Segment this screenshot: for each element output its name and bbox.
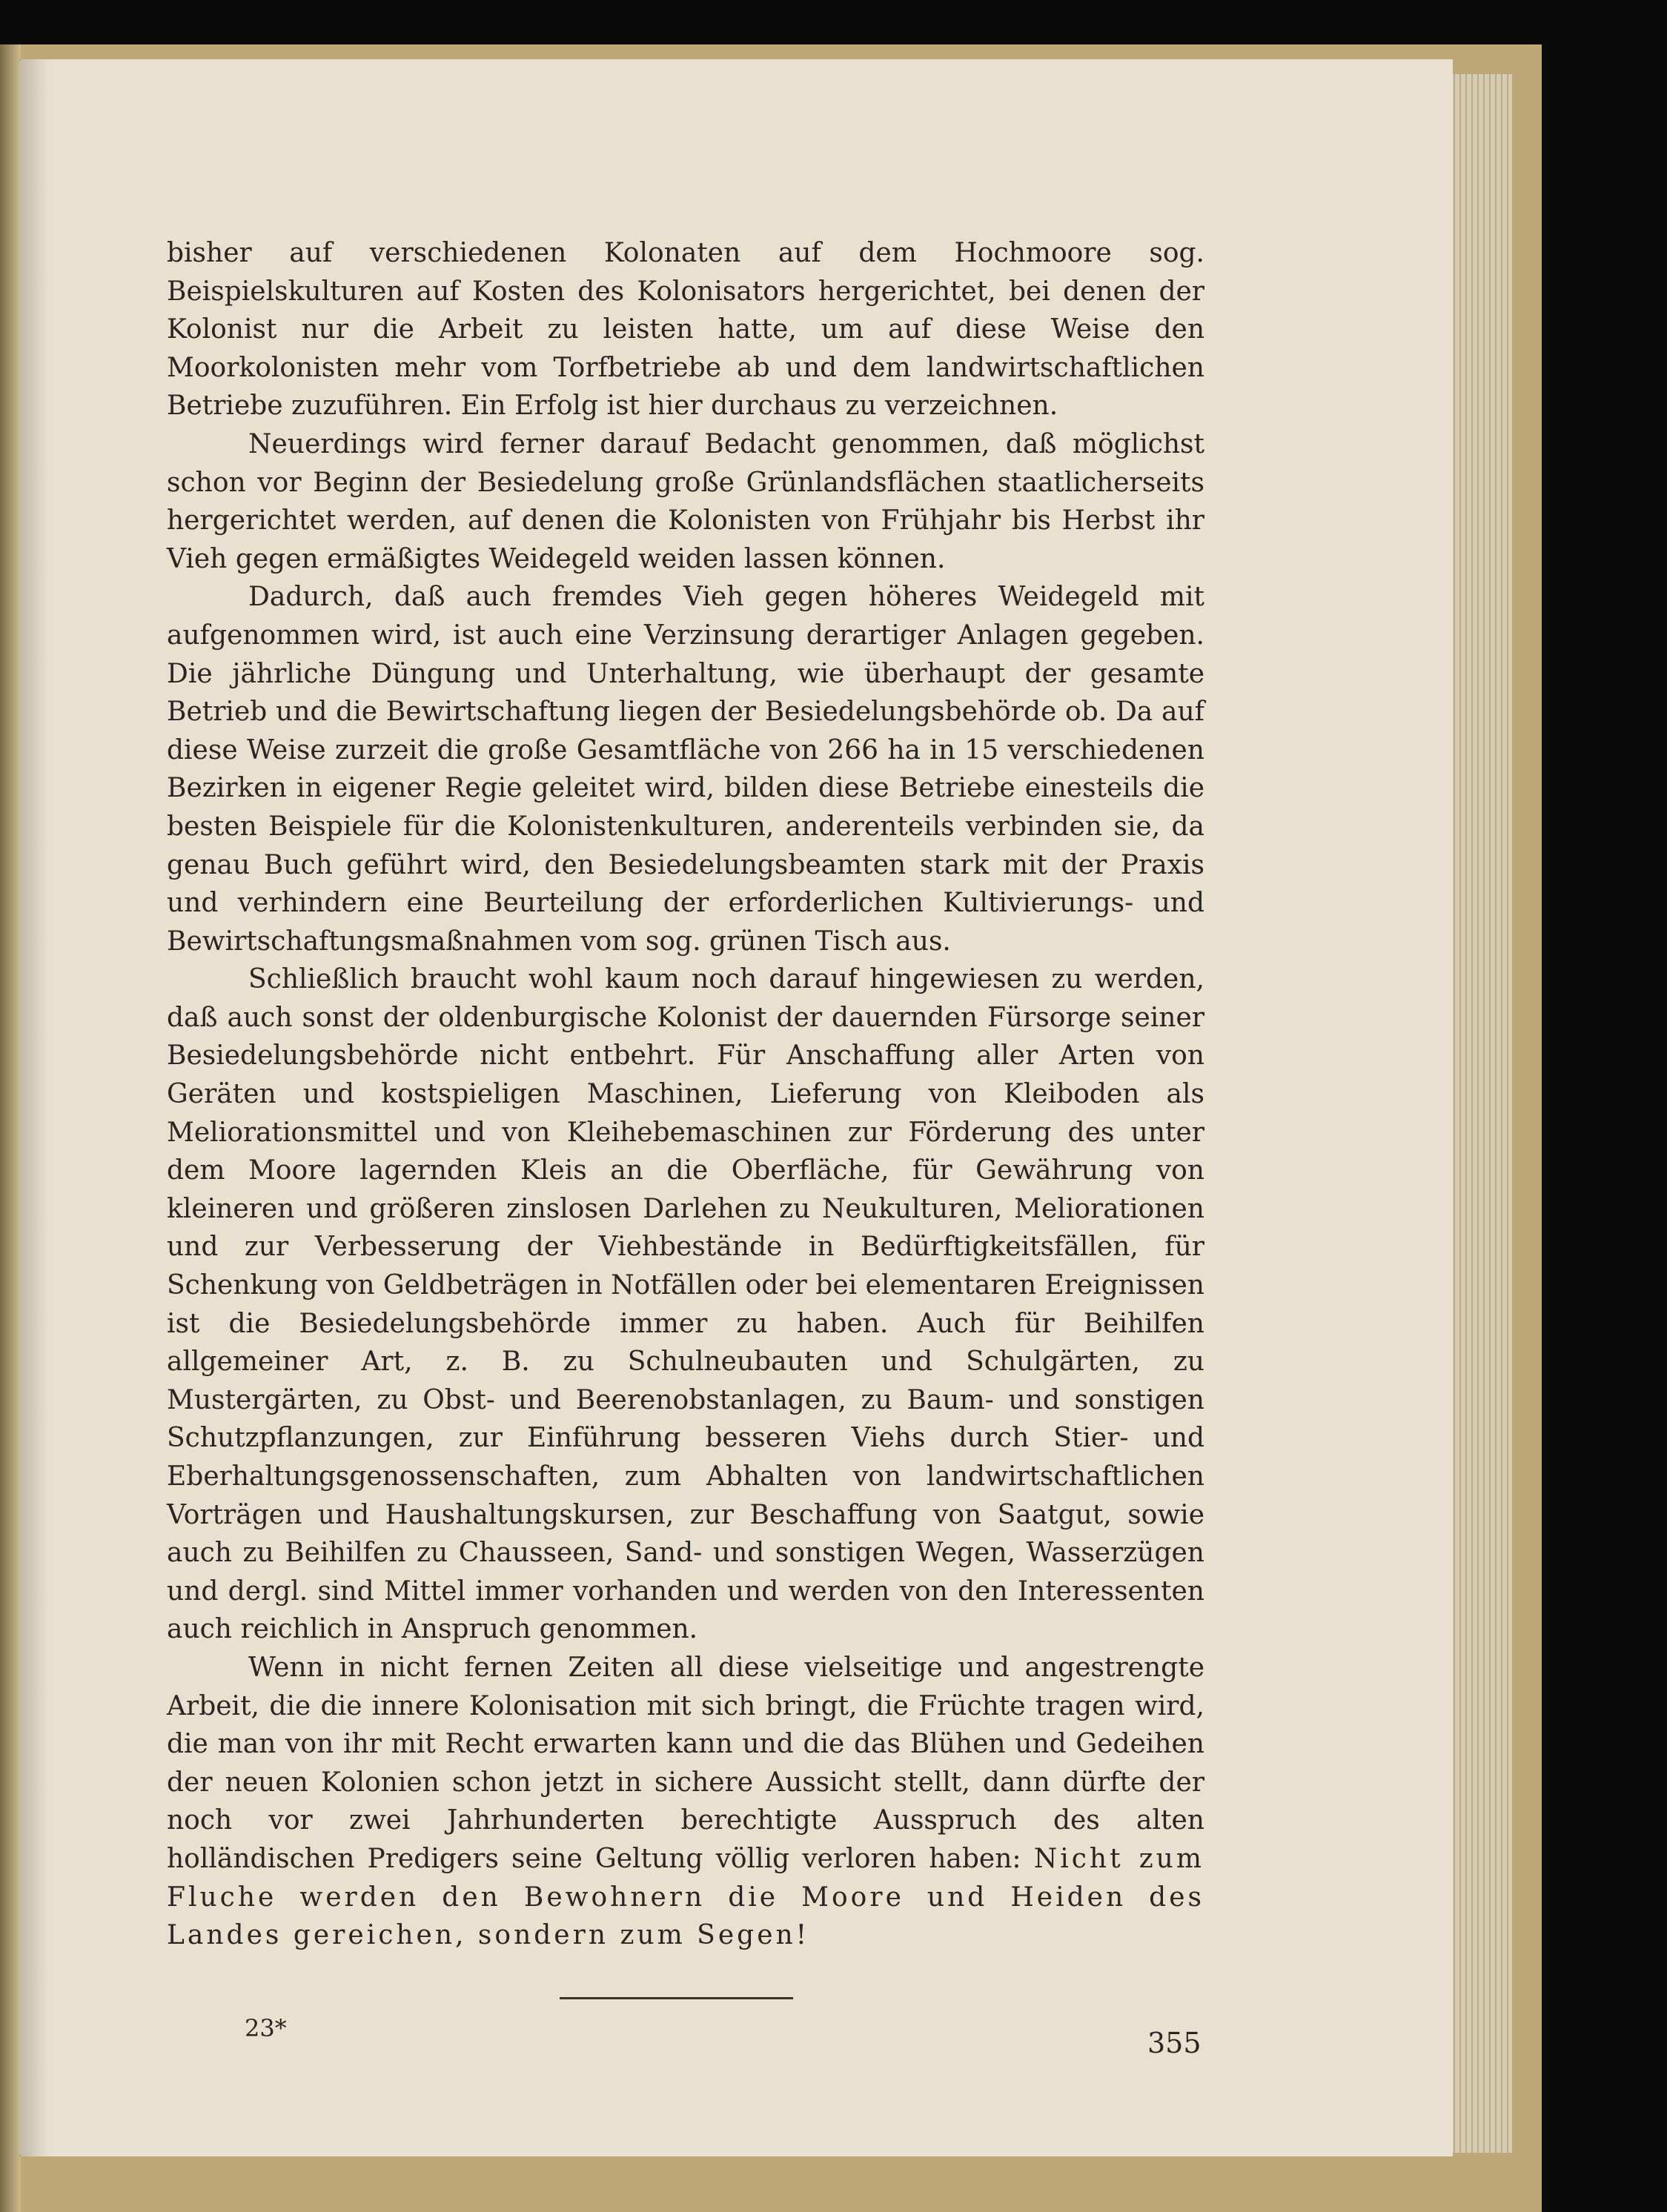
paragraph-5-text: Wenn in nicht fernen Zeiten all diese vielseitige und angestrengte Arbeit, die die innere Kolonisation mit sich bringt, die Früchte tragen wird, die man von ihr mit Recht erwarten kann und die das Blühen und Gedeihen der neuen Kolonien schon jetzt in sichere Aussicht stellt, dann dürfte der noch vor zwei Jahrhunderten berechtigte Ausspruch des alten holländischen Predigers seine Geltung völlig verloren haben:	[167, 1652, 1204, 1874]
page-number: 355	[1147, 2027, 1202, 2059]
spine-shadow	[19, 59, 49, 2156]
signature-mark: 23*	[245, 2014, 287, 2042]
book-left-edge	[0, 44, 21, 2212]
paragraph-3: Dadurch, daß auch fremdes Vieh gegen höheres Weidegeld mit aufgenommen wird, ist auch eine Verzinsung derartiger Anlagen gegeben. Die jährliche Düngung und Unterhaltung, wie überhaupt der gesamte Betrieb und die Bewirtschaftung liegen der Besiedelungsbehörde ob. Da auf diese Weise zurzeit die große Gesamtfläche von 266 ha in 15 verschiedenen Bezirken in eigener Regie geleitet wird, bilden diese Betriebe einesteils die besten Beispiele für die Kolonistenkulturen, anderenteils verbinden sie, da genau Buch geführt wird, den Besiedelungsbeamten stark mit der Praxis und verhindern eine Beurteilung der erforderlichen Kultivierungs- und Bewirtschaftungsmaßnahmen vom sog. grünen Tisch aus.	[167, 582, 1204, 957]
end-rule	[560, 1997, 793, 1999]
page-edges	[1449, 74, 1512, 2153]
paragraph-5	[167, 1649, 1204, 1955]
closing-quote: Nicht zum Fluche werden den Bewohnern die Moore und Heiden des Landes gereichen, sondern zum Segen!	[167, 1843, 1204, 1951]
body-text	[167, 234, 1204, 1955]
paragraph-1: bisher auf verschiedenen Kolonaten auf dem Hochmoore sog. Beispielskulturen auf Kosten des Kolonisators hergerichtet, bei denen der Kolonist nur die Arbeit zu leisten hatte, um auf diese Weise den Moorkolonisten mehr vom Torfbetriebe ab und dem landwirtschaftlichen Betriebe zuzuführen. Ein Erfolg ist hier durchaus zu verzeichnen.	[167, 238, 1204, 422]
paragraph-4: Schließlich braucht wohl kaum noch darauf hingewiesen zu werden, daß auch sonst der oldenburgische Kolonist der dauernden Fürsorge seiner Besiedelungsbehörde nicht entbehrt. Für Anschaffung aller Arten von Geräten und kostspieligen Maschinen, Lieferung von Kleiboden als Meliorationsmittel und von Kleihebemaschinen zur Förderung des unter dem Moore lagernden Kleis an die Oberfläche, für Gewährung von kleineren und größeren zinslosen Darlehen zu Neukulturen, Meliorationen und zur Verbesserung der Viehbestände in Bedürftigkeitsfällen, für Schenkung von Geldbeträgen in Notfällen oder bei elementaren Ereignissen ist die Besiedelungsbehörde immer zu haben. Auch für Beihilfen allgemeiner Art, z. B. zu Schulneubauten und Schulgärten, zu Mustergärten, zu Obst- und Beerenobstanlagen, zu Baum- und sonstigen Schutzpflanzungen, zur Einführung besseren Viehs durch Stier- und Eberhaltungsgenossenschaften, zum Abhalten von landwirtschaftlichen Vorträgen und Haushaltungskursen, zur Beschaffung von Saatgut, sowie auch zu Beihilfen zu Chausseen, Sand- und sonstigen Wegen, Wasserzügen und dergl. sind Mittel immer vorhanden und werden von den Interessenten auch reichlich in Anspruch genommen.	[167, 964, 1204, 1645]
paragraph-2: Neuerdings wird ferner darauf Bedacht genommen, daß möglichst schon vor Beginn der Besiedelung große Grünlandsflächen staatlicherseits hergerichtet werden, auf denen die Kolonisten von Frühjahr bis Herbst ihr Vieh gegen ermäßigtes Weidegeld weiden lassen können.	[167, 428, 1204, 574]
